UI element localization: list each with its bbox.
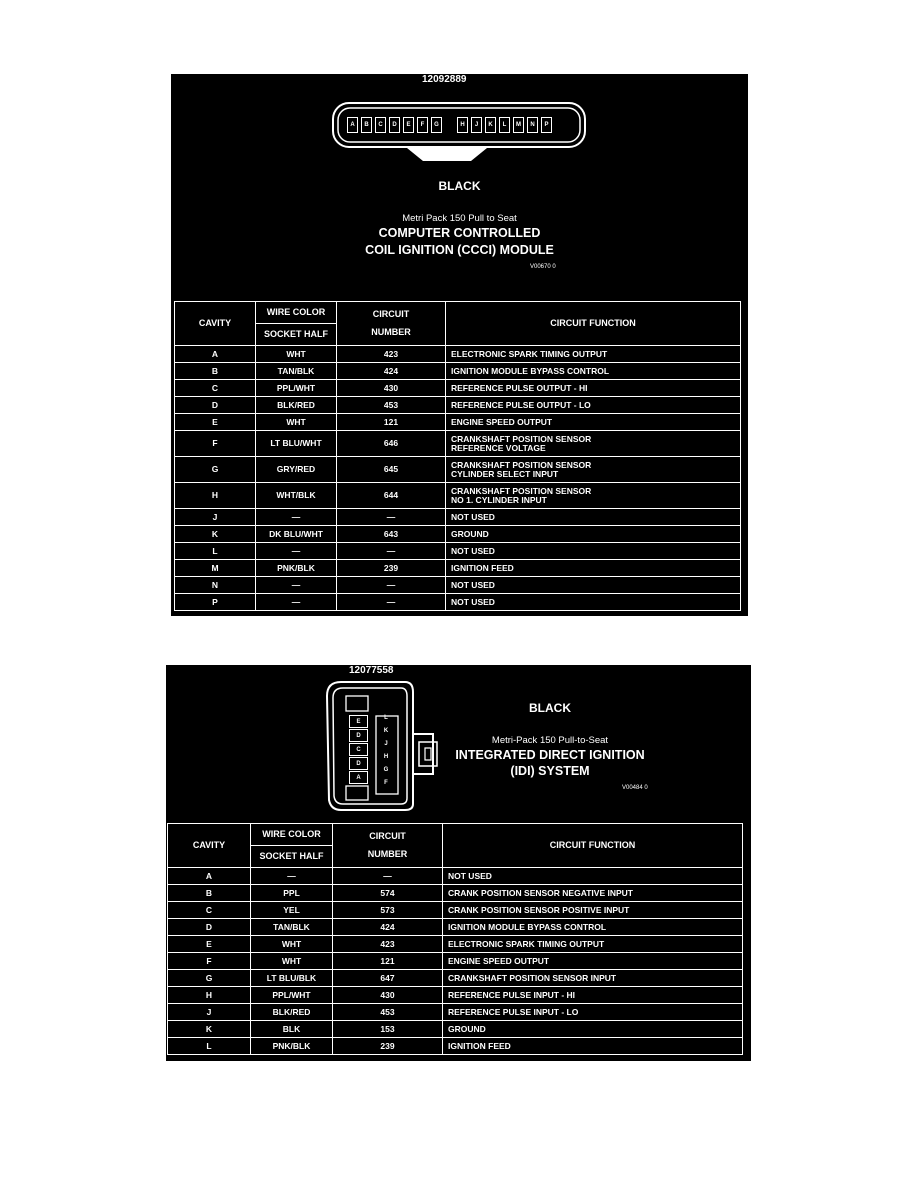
header-cavity: CAVITY [168, 824, 251, 868]
circuit-function-cell: REFERENCE PULSE INPUT - LO [443, 1004, 743, 1021]
component-title-line2: COIL IGNITION (CCCI) MODULE [365, 243, 554, 257]
table-row [175, 577, 741, 594]
circuit-function-cell: ENGINE SPEED OUTPUT [446, 414, 741, 431]
wire-color-cell: — [256, 577, 337, 594]
header-wire-color: WIRE COLOR [256, 302, 337, 324]
circuit-function-cell: CRANKSHAFT POSITION SENSOR INPUT [443, 970, 743, 987]
circuit-number-cell: — [337, 594, 446, 611]
circuit-number-cell: 121 [333, 953, 443, 970]
circuit-number-cell: 643 [337, 526, 446, 543]
circuit-function-cell: NOT USED [446, 577, 741, 594]
table-row [168, 953, 743, 970]
table-row [168, 1004, 743, 1021]
table-row [175, 431, 741, 457]
wire-color-cell: — [251, 868, 333, 885]
wire-color-cell: WHT [251, 953, 333, 970]
wire-color-cell: WHT [256, 414, 337, 431]
cavity-cell: G [168, 970, 251, 987]
circuit-function-cell: IGNITION FEED [446, 560, 741, 577]
circuit-number-cell: 453 [333, 1004, 443, 1021]
wire-color-cell: YEL [251, 902, 333, 919]
circuit-number-cell: 430 [333, 987, 443, 1004]
pin-cavity: B [361, 117, 372, 133]
table-row [175, 414, 741, 431]
header-socket-half: SOCKET HALF [256, 324, 337, 346]
header-wire-color: WIRE COLOR [251, 824, 333, 846]
connector-color: BLACK [529, 701, 571, 715]
component-title-line1: INTEGRATED DIRECT IGNITION [455, 748, 645, 762]
connector-face-diagram [331, 101, 587, 167]
cavity-cell: A [175, 346, 256, 363]
table-row [175, 483, 741, 509]
pin-cavity: L [499, 117, 510, 133]
wire-color-cell: BLK/RED [251, 1004, 333, 1021]
circuit-number-cell: 423 [333, 936, 443, 953]
circuit-function-cell: CRANK POSITION SENSOR POSITIVE INPUT [443, 902, 743, 919]
circuit-function-cell: NOT USED [446, 543, 741, 560]
circuit-number-cell: 644 [337, 483, 446, 509]
circuit-function-cell: ELECTRONIC SPARK TIMING OUTPUT [443, 936, 743, 953]
cavity-cell: D [175, 397, 256, 414]
connector-pin-row [347, 117, 552, 133]
pin-cavity: P [541, 117, 552, 133]
circuit-function-cell: IGNITION MODULE BYPASS CONTROL [446, 363, 741, 380]
pin-cavity: H [457, 117, 468, 133]
circuit-function-cell: CRANK POSITION SENSOR NEGATIVE INPUT [443, 885, 743, 902]
table-row [175, 560, 741, 577]
circuit-number-cell: 573 [333, 902, 443, 919]
cavity-label: E [349, 715, 368, 728]
wire-color-cell: BLK [251, 1021, 333, 1038]
circuit-function-cell: REFERENCE PULSE INPUT - HI [443, 987, 743, 1004]
cavity-cell: B [175, 363, 256, 380]
component-title-line2: (IDI) SYSTEM [510, 764, 590, 778]
wire-color-cell: LT BLU/BLK [251, 970, 333, 987]
circuit-function-cell: REFERENCE PULSE OUTPUT - LO [446, 397, 741, 414]
circuit-number-cell: 424 [337, 363, 446, 380]
pin-cavity: E [403, 117, 414, 133]
part-number: 12092889 [422, 74, 467, 85]
table-row [168, 919, 743, 936]
connector-type: Metri Pack 150 Pull to Seat [402, 213, 517, 224]
pin-cavity: A [347, 117, 358, 133]
circuit-number-cell: — [337, 577, 446, 594]
cavity-cell: L [175, 543, 256, 560]
cavity-cell: B [168, 885, 251, 902]
cavity-label: D [349, 757, 368, 770]
circuit-function-cell: CRANKSHAFT POSITION SENSOR NO 1. CYLINDER INPUT [446, 483, 741, 509]
circuit-number-cell: 645 [337, 457, 446, 483]
table-row [175, 543, 741, 560]
cavity-label: C [349, 743, 368, 756]
cavity-cell: J [168, 1004, 251, 1021]
circuit-function-cell: ELECTRONIC SPARK TIMING OUTPUT [446, 346, 741, 363]
reference-code: V00670 0 [530, 264, 556, 270]
header-circuit-number: CIRCUIT NUMBER [333, 824, 443, 868]
cavity-cell: M [175, 560, 256, 577]
cavity-cell: E [168, 936, 251, 953]
cavity-cell: C [175, 380, 256, 397]
wire-color-cell: BLK/RED [256, 397, 337, 414]
cavity-cell: A [168, 868, 251, 885]
pin-cavity: J [471, 117, 482, 133]
wire-color-cell: LT BLU/WHT [256, 431, 337, 457]
cavity-cell: D [168, 919, 251, 936]
pinout-table [167, 823, 743, 1055]
table-row [168, 936, 743, 953]
wire-color-cell: — [256, 594, 337, 611]
table-row [168, 885, 743, 902]
table-row [175, 457, 741, 483]
pinout-table [174, 301, 741, 611]
wire-color-cell: TAN/BLK [256, 363, 337, 380]
circuit-number-cell: 153 [333, 1021, 443, 1038]
header-circuit-function: CIRCUIT FUNCTION [443, 824, 743, 868]
circuit-number-cell: 453 [337, 397, 446, 414]
header-circuit-function: CIRCUIT FUNCTION [446, 302, 741, 346]
wire-color-cell: PPL/WHT [256, 380, 337, 397]
wire-color-cell: WHT/BLK [256, 483, 337, 509]
pin-gap [445, 118, 454, 132]
cavity-cell: G [175, 457, 256, 483]
wire-color-cell: DK BLU/WHT [256, 526, 337, 543]
circuit-number-cell: 430 [337, 380, 446, 397]
table-row [168, 970, 743, 987]
circuit-function-cell: GROUND [443, 1021, 743, 1038]
circuit-function-cell: ENGINE SPEED OUTPUT [443, 953, 743, 970]
circuit-function-cell: CRANKSHAFT POSITION SENSOR REFERENCE VOLTAGE [446, 431, 741, 457]
wire-color-cell: WHT [251, 936, 333, 953]
circuit-number-cell: 423 [337, 346, 446, 363]
cavity-label: G [383, 766, 389, 773]
cavity-label: L [384, 714, 388, 721]
header-circuit-number: CIRCUIT NUMBER [337, 302, 446, 346]
cavity-cell: K [168, 1021, 251, 1038]
pin-cavity: N [527, 117, 538, 133]
cavity-cell: L [168, 1038, 251, 1055]
cavity-label: K [383, 727, 389, 734]
cavity-cell: F [175, 431, 256, 457]
circuit-number-cell: 574 [333, 885, 443, 902]
reference-code: V00484 0 [622, 785, 648, 791]
cavity-cell: H [168, 987, 251, 1004]
component-title-line1: COMPUTER CONTROLLED [378, 226, 541, 240]
pin-cavity: K [485, 117, 496, 133]
cavity-label: A [349, 771, 368, 784]
cavity-label: J [384, 740, 388, 747]
pin-cavity: D [389, 117, 400, 133]
table-row [175, 397, 741, 414]
cavity-cell: P [175, 594, 256, 611]
circuit-number-cell: 239 [333, 1038, 443, 1055]
wire-color-cell: WHT [256, 346, 337, 363]
circuit-number-cell: 647 [333, 970, 443, 987]
table-row [175, 346, 741, 363]
circuit-number-cell: 424 [333, 919, 443, 936]
table-row [168, 1021, 743, 1038]
wire-color-cell: PPL [251, 885, 333, 902]
circuit-function-cell: NOT USED [443, 868, 743, 885]
ccci-connector-panel [171, 74, 748, 616]
wire-color-cell: TAN/BLK [251, 919, 333, 936]
circuit-number-cell: 239 [337, 560, 446, 577]
pin-cavity: F [417, 117, 428, 133]
wire-color-cell: — [256, 509, 337, 526]
cavity-label: F [384, 779, 388, 786]
cavity-cell: H [175, 483, 256, 509]
connector-color: BLACK [438, 179, 481, 193]
table-row [175, 363, 741, 380]
part-number: 12077558 [349, 665, 394, 676]
table-row [175, 509, 741, 526]
wire-color-cell: GRY/RED [256, 457, 337, 483]
pin-cavity: M [513, 117, 524, 133]
circuit-function-cell: NOT USED [446, 594, 741, 611]
cavity-cell: K [175, 526, 256, 543]
cavity-cell: N [175, 577, 256, 594]
circuit-number-cell: 646 [337, 431, 446, 457]
circuit-function-cell: CRANKSHAFT POSITION SENSOR CYLINDER SELECT INPUT [446, 457, 741, 483]
circuit-function-cell: NOT USED [446, 509, 741, 526]
circuit-number-cell: — [337, 543, 446, 560]
wire-color-cell: PNK/BLK [251, 1038, 333, 1055]
table-row [168, 868, 743, 885]
cavity-cell: J [175, 509, 256, 526]
circuit-number-cell: — [337, 509, 446, 526]
header-cavity: CAVITY [175, 302, 256, 346]
wire-color-cell: — [256, 543, 337, 560]
table-row [168, 987, 743, 1004]
wire-color-cell: PPL/WHT [251, 987, 333, 1004]
cavity-cell: C [168, 902, 251, 919]
table-row [175, 594, 741, 611]
cavity-cell: E [175, 414, 256, 431]
pin-cavity: C [375, 117, 386, 133]
table-row [168, 1038, 743, 1055]
table-row [175, 380, 741, 397]
circuit-function-cell: REFERENCE PULSE OUTPUT - HI [446, 380, 741, 397]
table-row [168, 902, 743, 919]
cavity-cell: F [168, 953, 251, 970]
header-socket-half: SOCKET HALF [251, 846, 333, 868]
circuit-function-cell: IGNITION MODULE BYPASS CONTROL [443, 919, 743, 936]
idi-connector-panel [166, 665, 751, 1061]
circuit-function-cell: GROUND [446, 526, 741, 543]
pin-cavity: G [431, 117, 442, 133]
circuit-number-cell: — [333, 868, 443, 885]
cavity-label: D [349, 729, 368, 742]
wire-color-cell: PNK/BLK [256, 560, 337, 577]
table-row [175, 526, 741, 543]
connector-type: Metri-Pack 150 Pull-to-Seat [491, 735, 609, 746]
circuit-function-cell: IGNITION FEED [443, 1038, 743, 1055]
circuit-number-cell: 121 [337, 414, 446, 431]
cavity-label: H [383, 753, 389, 760]
